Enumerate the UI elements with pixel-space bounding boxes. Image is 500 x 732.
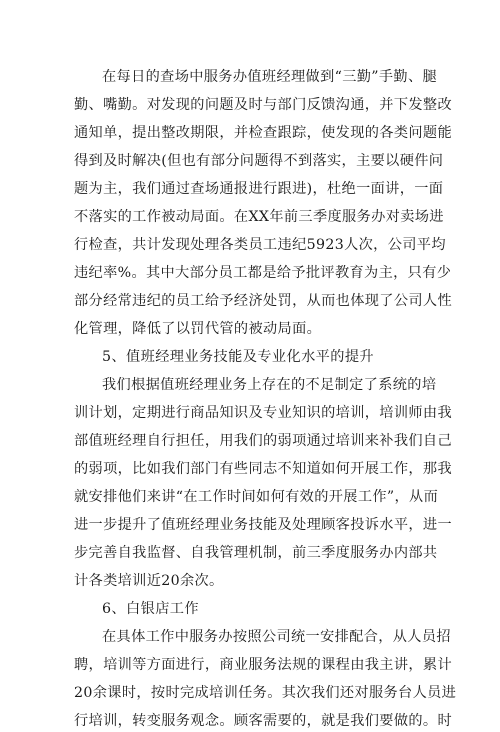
paragraph-1-line-3: 通知单，提出整改期限，并检查跟踪，使发现的各类问题能	[74, 125, 452, 141]
paragraph-1-line-7: 行检查，共计发现处理各类员工违纪5923人次，公司平均	[74, 237, 446, 253]
paragraph-2-line-4: 的弱项，比如我们部门有些同志不知道如何开展工作，那我	[74, 461, 452, 477]
paragraph-2-line-8: 计各类培训近20余次。	[74, 573, 224, 589]
paragraph-3-line-4: 行培训，转变服务观念。顾客需要的，就是我们要做的。时	[74, 713, 452, 729]
paragraph-1-line-2: 勤、嘴勤。对发现的问题及时与部门反馈沟通，并下发整改	[74, 97, 452, 113]
paragraph-1-line-8: 违纪率%。其中大部分员工都是给予批评教育为主，只有少	[74, 265, 452, 281]
section-6-heading: 6、白银店工作	[102, 601, 199, 617]
paragraph-1-line-1: 在每日的查场中服务办值班经理做到“三勤”手勤、腿	[102, 69, 438, 85]
paragraph-3-line-2: 聘，培训等方面进行，商业服务法规的课程由我主讲，累计	[74, 657, 452, 673]
paragraph-1-line-5: 题为主，我们通过查场通报进行跟进)，杜绝一面讲，一面	[74, 181, 444, 197]
paragraph-1-line-6: 不落实的工作被动局面。在XX年前三季度服务办对卖场进	[74, 209, 444, 225]
paragraph-2-line-3: 部值班经理自行担任，用我们的弱项通过培训来补我们自己	[74, 433, 452, 449]
section-5-heading: 5、值班经理业务技能及专业化水平的提升	[102, 349, 375, 365]
paragraph-2-line-6: 进一步提升了值班经理业务技能及处理顾客投诉水平，进一	[74, 517, 452, 533]
paragraph-3-line-3: 20余课时，按时完成培训任务。其次我们还对服务台人员进	[74, 685, 457, 701]
paragraph-2-line-2: 训计划，定期进行商品知识及专业知识的培训，培训师由我	[74, 405, 452, 421]
paragraph-2-line-5: 就安排他们来讲“在工作时间如何有效的开展工作”，从而	[74, 489, 439, 505]
paragraph-1-line-4: 得到及时解决(但也有部分问题得不到落实，主要以硬件问	[74, 153, 444, 169]
paragraph-2-line-7: 步完善自我监督、自我管理机制，前三季度服务办内部共	[74, 545, 438, 561]
paragraph-1-line-9: 部分经常违纪的员工给予经济处罚，从而也体现了公司人性	[74, 293, 452, 309]
paragraph-1-line-10: 化管理，降低了以罚代管的被动局面。	[74, 321, 322, 337]
paragraph-2-line-1: 我们根据值班经理业务上存在的不足制定了系统的培	[102, 377, 437, 393]
paragraph-3-line-1: 在具体工作中服务办按照公司统一安排配合，从人员招	[102, 629, 451, 645]
